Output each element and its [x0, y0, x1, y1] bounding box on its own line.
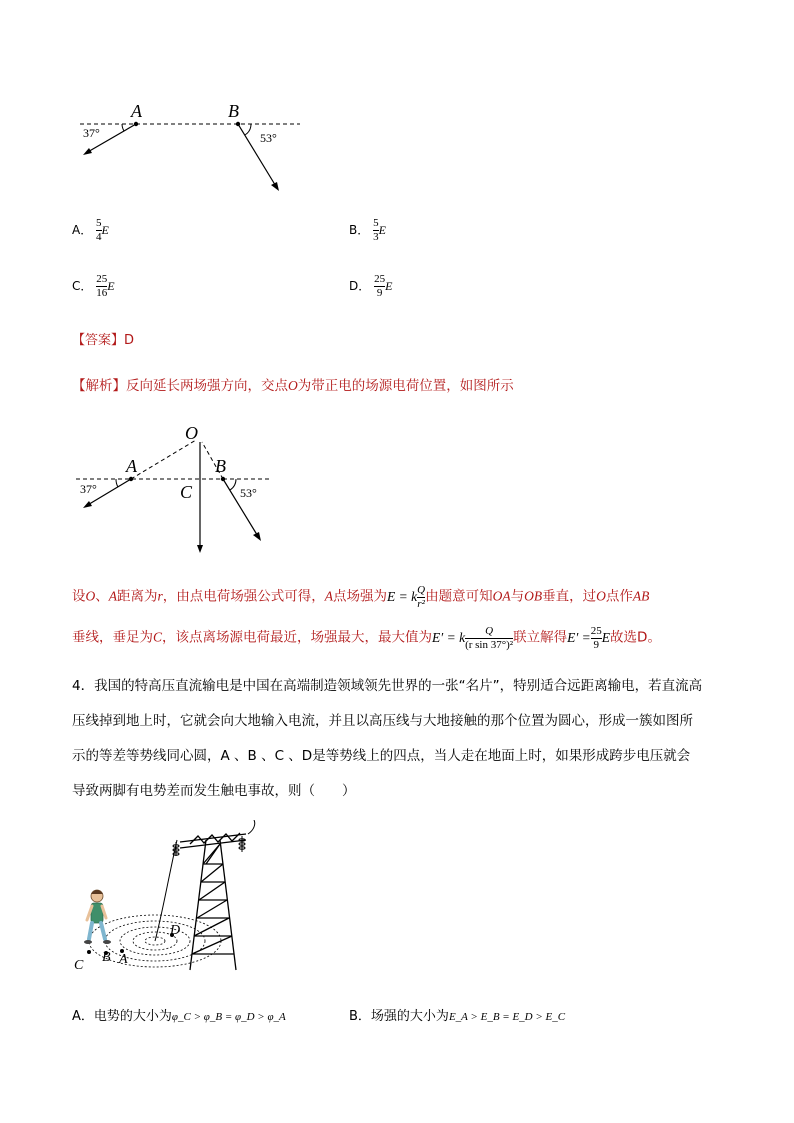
point-a	[134, 122, 138, 126]
text: 。	[647, 629, 661, 646]
derivation-line-1	[72, 585, 649, 610]
analysis-text: 为带正电的场源电荷位置，如图所示	[297, 378, 514, 394]
label-a: A	[119, 952, 128, 967]
question-4-line-3: 示的等差等势线同心圆，A 、B 、C 、D是等势线上的四点，当人走在地面上时，如果形成跨步电压就会	[72, 748, 691, 764]
point-a	[129, 477, 133, 481]
label-o: O	[185, 423, 198, 443]
text: 由题意可知	[425, 588, 493, 605]
fraction: $\frac{25}{9}$	[590, 625, 602, 651]
text: 设	[72, 588, 86, 605]
option-letter: C．	[72, 279, 93, 294]
label-b: B	[102, 950, 111, 965]
label-b: B	[228, 101, 239, 121]
text: 联立解得	[513, 629, 568, 646]
answer-tag: 【答案】	[72, 333, 125, 348]
point-c	[87, 950, 91, 954]
derivation-line-2	[72, 626, 661, 651]
tower	[180, 833, 246, 970]
option-c	[72, 274, 115, 299]
variable-e: E	[107, 279, 115, 294]
max-field-formula	[432, 625, 514, 651]
potential-formula: φ_C > φ_B = φ_D > φ_A	[171, 1011, 286, 1023]
symbol-a: A	[108, 588, 117, 604]
fraction: $\frac{5}{3}$	[373, 217, 379, 243]
angle-37-label: 37°	[80, 482, 97, 496]
dashed-line-oa	[131, 440, 196, 479]
figure-source-location	[70, 420, 290, 560]
field-formula	[387, 584, 426, 610]
variable-e: E	[385, 279, 393, 294]
text: 故选	[610, 629, 638, 646]
insulator-right	[239, 820, 255, 852]
arrowhead-oc	[197, 545, 203, 553]
question-4-line-1: 4．我国的特高压直流输电是中国在高端制造领域领先世界的一张“名片”，特别适合远距离输电，若直流高	[72, 678, 703, 694]
fraction: $\frac{Q}{\text{r²}}$	[417, 584, 426, 610]
fraction: $\frac{25}{16}$	[96, 273, 108, 299]
figure-field-directions	[70, 95, 310, 200]
label-c: C	[180, 482, 193, 502]
answer-line	[72, 333, 134, 349]
result-formula	[567, 625, 611, 651]
option-text: 电势的大小为	[93, 1009, 172, 1024]
arrowhead-b	[253, 532, 261, 541]
analysis-tag: 【解析】	[72, 378, 126, 394]
option-a	[72, 218, 109, 243]
symbol-r: r	[157, 588, 163, 604]
label-b: B	[215, 456, 226, 476]
symbol-e: E	[601, 629, 611, 645]
analysis-text: 反向延长两场强方向，交点	[126, 378, 288, 394]
arrowhead-a	[83, 501, 92, 508]
text: 与	[510, 588, 525, 605]
option-letter: B．	[349, 1009, 371, 1024]
text: ，该点离场源电荷最近，场强最大，最大值为	[162, 629, 433, 646]
question-4-line-4: 导致两脚有电势差而发生触电事故，则（ ）	[72, 783, 356, 799]
text: ，由点电荷场强公式可得，	[162, 588, 325, 605]
fraction: $\frac{25}{9}$	[374, 273, 386, 299]
label-d: D	[170, 923, 181, 938]
arrowhead-b	[271, 182, 279, 191]
label-a: A	[126, 456, 137, 476]
fraction: $\frac{5}{4}$	[96, 217, 102, 243]
arrowhead-a	[83, 148, 92, 155]
analysis-line	[72, 378, 514, 394]
variable-e: E	[101, 223, 109, 238]
text: 、	[95, 588, 109, 605]
q4-option-a	[72, 1009, 286, 1025]
text: 垂直，过	[542, 588, 597, 605]
text: 垂线，垂足为	[72, 629, 153, 646]
text: E′ =	[567, 629, 591, 645]
option-letter: A．	[72, 1009, 94, 1024]
angle-arc-b	[245, 124, 251, 135]
answer-value: D	[124, 333, 135, 348]
text: 点作	[605, 588, 633, 605]
text: = k	[395, 588, 418, 604]
symbol-c: C	[153, 629, 163, 645]
angle-37-label: 37°	[83, 126, 100, 140]
option-letter: A．	[72, 223, 93, 238]
field-strength-formula: E_A > E_B = E_D > E_C	[448, 1011, 566, 1023]
fraction: $\frac{Q}{\text{(r sin 37°)²}}$	[465, 625, 514, 651]
variable-e: E	[378, 223, 386, 238]
text: 点场强为	[333, 588, 388, 605]
question-4-line-2: 压线掉到地上时，它就会向大地输入电流，并且以高压线与大地接触的那个位置为圆心，形成一簇如图所	[72, 713, 693, 729]
point-b	[236, 122, 240, 126]
option-d	[349, 274, 392, 299]
symbol-o: O	[85, 588, 96, 604]
angle-arc-a	[122, 124, 124, 131]
symbol-ab: AB	[632, 588, 650, 604]
point-b	[221, 477, 225, 481]
angle-53-label: 53°	[260, 131, 277, 145]
option-text: 场强的大小为	[370, 1009, 449, 1024]
symbol-o: O	[288, 378, 298, 393]
symbol-e: E	[387, 588, 396, 604]
option-letter: D．	[349, 279, 371, 294]
text: 距离为	[117, 588, 158, 605]
answer-choice: D	[637, 629, 648, 646]
option-letter: B．	[349, 223, 370, 238]
symbol-oa: OA	[492, 588, 511, 604]
symbol-ob: OB	[524, 588, 543, 604]
angle-53-label: 53°	[240, 486, 257, 500]
q4-option-b	[349, 1009, 565, 1025]
text: E′ = k	[432, 629, 466, 645]
symbol-a: A	[324, 588, 334, 604]
option-b	[349, 218, 386, 243]
figure-high-voltage-tower	[70, 820, 270, 980]
angle-arc-b	[230, 479, 236, 490]
symbol-o: O	[596, 588, 606, 604]
label-a: A	[131, 101, 142, 121]
label-c: C	[74, 958, 84, 973]
angle-arc-a	[116, 479, 118, 487]
